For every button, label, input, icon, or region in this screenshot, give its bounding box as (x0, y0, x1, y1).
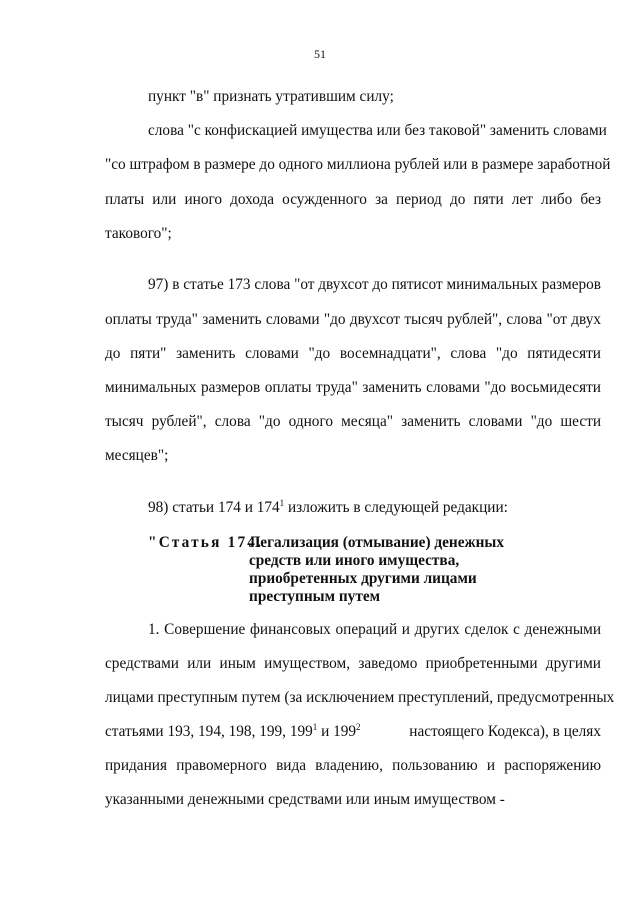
paragraph-line: 97) в статье 173 слова "от двухсот до пятисот минимальных размеров (148, 276, 601, 293)
paragraph-line: лицами преступным путем (за исключением преступлений, предусмотренных (105, 689, 615, 706)
text-run: и 199 (317, 723, 357, 740)
text-run: статьями 193, 194, 198, 199, 199 (105, 723, 313, 740)
article-title-line: средств или иного имущества, (249, 552, 460, 569)
paragraph-line: минимальных размеров оплаты труда" заменить словами "до восьмидесяти (105, 379, 601, 396)
superscript: 2 (356, 722, 361, 732)
text-run: 98) статьи 174 и 174 (148, 499, 280, 516)
page-number: 51 (314, 47, 326, 61)
text-run: настоящего Кодекса), в целях (409, 723, 601, 740)
text-run (105, 723, 361, 741)
paragraph-line: "со штрафом в размере до одного миллиона рублей или в размере заработной (105, 156, 611, 173)
article-title-line: Легализация (отмывание) денежных (249, 534, 505, 551)
paragraph-line: пункт "в" признать утратившим силу; (148, 88, 394, 105)
paragraph-line (148, 499, 508, 517)
paragraph-line: платы или иного дохода осужденного за период до пяти лет либо без (105, 191, 601, 208)
text-run: изложить в следующей редакции: (284, 499, 508, 516)
paragraph-line: слова "с конфискацией имущества или без таковой" заменить словами (148, 122, 607, 139)
paragraph-line: такового"; (105, 225, 172, 242)
article-number: "Статья 174. (148, 534, 264, 551)
paragraph-line: придания правомерного вида владению, пользованию и распоряжению (105, 757, 601, 774)
superscript: 1 (312, 722, 318, 732)
article-title-line: преступным путем (249, 588, 381, 605)
paragraph-line (105, 723, 601, 741)
paragraph-line: до пяти" заменить словами "до восемнадцати", слова "до пятидесяти (105, 345, 601, 362)
paragraph-line: указанными денежными средствами или иным имуществом - (105, 791, 505, 808)
paragraph-line: средствами или иным имуществом, заведомо приобретенными другими (105, 655, 601, 672)
paragraph-line: тысяч рублей", слова "до одного месяца" заменить словами "до шести (105, 413, 601, 430)
superscript: 1 (279, 498, 285, 508)
paragraph-line: месяцев"; (105, 447, 169, 464)
paragraph-line: 1. Совершение финансовых операций и других сделок с денежными (148, 621, 601, 638)
paragraph-line: оплаты труда" заменить словами "до двухсот тысяч рублей", слова "от двух (105, 311, 601, 328)
article-title-line: приобретенных другими лицами (249, 570, 477, 587)
